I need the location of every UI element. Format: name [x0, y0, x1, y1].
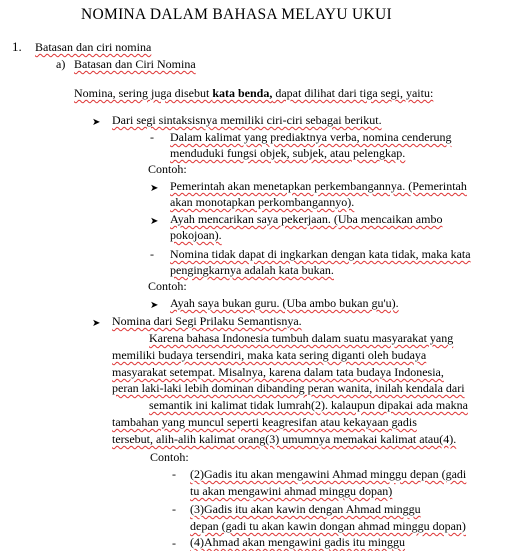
- semantic-example-2-line2: tu akan mengawini ahmad minggu dopan): [190, 484, 393, 498]
- semantic-example-2-line1: (2)Gadis itu akan mengawini Ahmad minggu depan (gadi: [190, 467, 467, 481]
- example-1-line1: Pemerintah akan menetapkan perkembangannya. (Pemerintah: [170, 179, 467, 193]
- semantic-example-3-line2: depan (gadi tu akan kawin dongan ahmad minggu dopan): [190, 519, 466, 533]
- example-1-line2: akan monotapkan perkombangannyo).: [170, 195, 355, 209]
- paragraph-line4: peran laki-laki lebih dominan dibanding peran wanita, inilah kendala dari: [112, 381, 465, 395]
- intro-paragraph: [74, 86, 433, 101]
- segment-heading-syntax: Dari segi sintaksisnya memiliki ciri-ciri sebagai berikut.: [112, 113, 382, 127]
- syntax-rule-line2: menduduki fungsi objek, subjek, atau pelengkap.: [170, 146, 406, 160]
- dash-bullet: -: [150, 130, 154, 144]
- paragraph-line5: semantik ini kalimat tidak lumrah(2). kalaupun dipakai ada makna: [149, 398, 468, 412]
- negation-rule-line1: Nomina tidak dapat di ingkarkan dengan kata tidak, maka kata: [170, 247, 471, 261]
- paragraph-line6: tambahan yang muncul seperti keagresifan atau kekayaan gadis: [112, 415, 417, 429]
- example-label: Contoh:: [148, 279, 187, 293]
- section-title: Batasan dan ciri nomina: [35, 40, 152, 54]
- example-2-line1: Ayah mencarikan saya pekerjaan. (Uba mencaikan ambo: [170, 212, 443, 226]
- paragraph-line2: memiliki budaya tersendiri, maka kata sering diganti oleh budaya: [112, 348, 427, 362]
- semantic-example-4-line1: (4)Ahmad akan mengawini gadis itu minggu: [190, 535, 405, 549]
- arrow-bullet-icon: ➤: [150, 183, 159, 194]
- dash-bullet: -: [172, 536, 176, 550]
- subsection-title: Batasan dan Ciri Nomina: [74, 57, 196, 71]
- arrow-bullet-icon: ➤: [150, 300, 159, 311]
- example-label: Contoh:: [150, 450, 189, 464]
- negation-rule-line2: pengingkarnya adalah kata bukan.: [170, 263, 334, 277]
- paragraph-line7: tersebut, alih-alih kalimat orang(3) umumnya memakai kalimat atau(4).: [112, 432, 457, 446]
- semantic-example-3-line1: (3)Gadis itu akan kawin dengan Ahmad minggu: [190, 502, 421, 516]
- intro-bold-term: kata benda,: [212, 86, 273, 100]
- intro-text-post: dapat dilihat dari tiga segi, yaitu:: [272, 86, 434, 100]
- example-label: Contoh:: [148, 162, 187, 176]
- arrow-bullet-icon: ➤: [150, 216, 159, 227]
- doc-title: NOMINA DALAM BAHASA MELAYU UKUI: [81, 6, 392, 23]
- arrow-bullet-icon: ➤: [92, 117, 101, 128]
- section-number: 1.: [12, 39, 22, 54]
- dash-bullet: -: [150, 247, 154, 261]
- subsection-label: a): [56, 57, 66, 71]
- dash-bullet: -: [172, 502, 176, 516]
- dash-bullet: -: [172, 467, 176, 481]
- intro-text-pre: Nomina, sering juga disebut: [74, 86, 213, 100]
- paragraph-line3: masyarakat setempat. Misalnya, karena dalam tata budaya Indonesia,: [112, 365, 444, 379]
- arrow-bullet-icon: ➤: [92, 318, 101, 329]
- example-2-line2: pokojoan).: [170, 228, 222, 242]
- paragraph-line1: Karena bahasa Indonesia tumbuh dalam suatu masyarakat yang: [149, 331, 454, 345]
- example-3: Ayah saya bukan guru. (Uba ambo bukan gu'u).: [170, 296, 399, 310]
- syntax-rule-line1: Dalam kalimat yang prediaktnya verba, nomina cenderung: [170, 130, 452, 144]
- segment-heading-semantic: Nomina dari Segi Prilaku Semantisnya.: [112, 314, 302, 328]
